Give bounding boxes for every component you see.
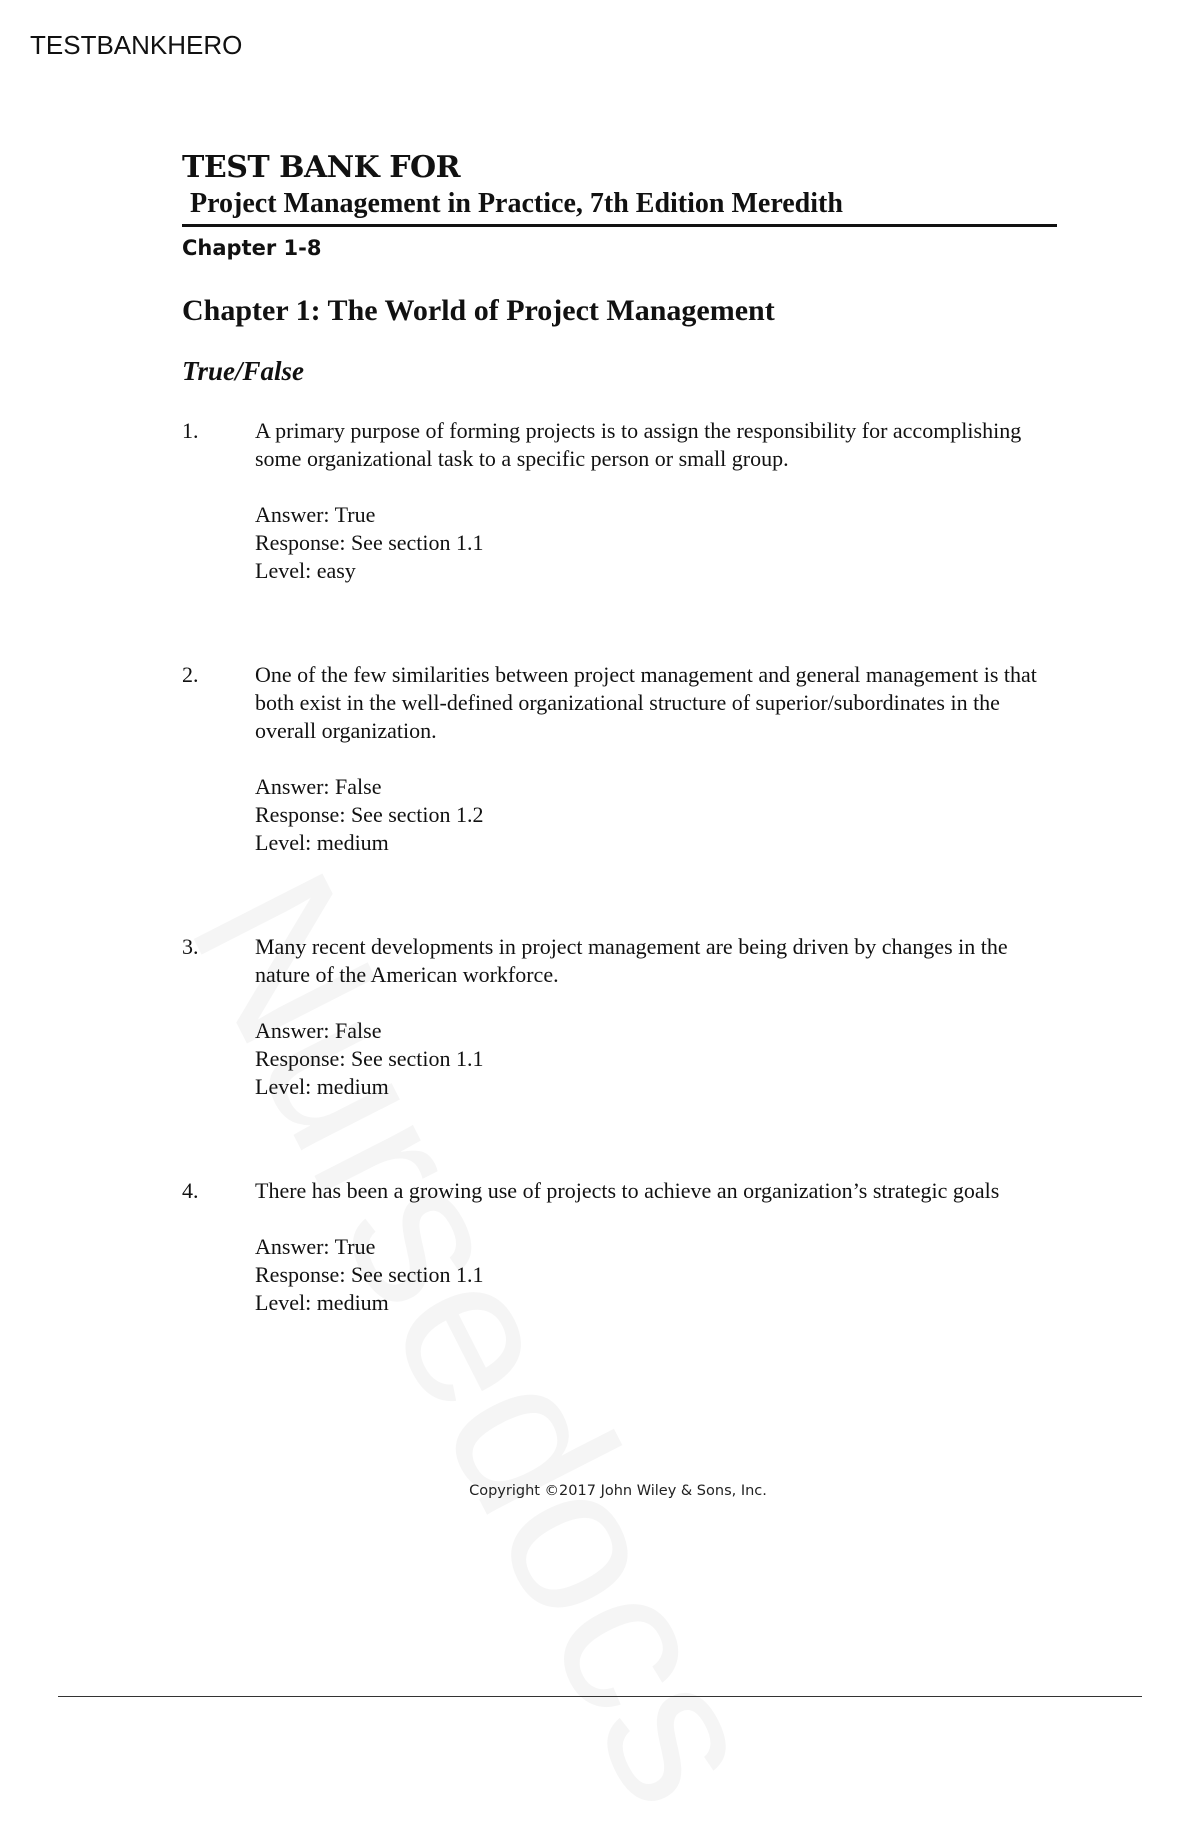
chapter-range: Chapter 1-8 [182,236,322,260]
answer-line: Answer: False [255,1018,382,1043]
question-meta [255,501,1057,585]
response-line: Response: See section 1.1 [255,1262,484,1287]
level-line: Level: medium [255,1290,389,1315]
answer-line: Answer: True [255,1234,376,1259]
question-text: A primary purpose of forming projects is to assign the responsibility for accomplishing some organizational task to a specific person or small group. [255,418,1022,471]
question-item [182,933,1057,1101]
response-line: Response: See section 1.2 [255,802,484,827]
answer-line: Answer: True [255,502,376,527]
document-page [182,150,1057,1317]
question-number: 3. [182,934,199,959]
brand-label: TESTBANKHERO [30,30,243,60]
level-line: Level: easy [255,558,356,583]
question-number: 2. [182,662,199,687]
question-meta [255,1017,1057,1101]
question-meta [255,1233,1057,1317]
question-text: One of the few similarities between project management and general management is that both exist in the well-defined organizational structure of superior/subordinates in the overall organization. [255,662,1037,743]
response-line: Response: See section 1.1 [255,1046,484,1071]
bottom-divider [58,1696,1142,1697]
level-line: Level: medium [255,830,389,855]
question-item [182,661,1057,857]
section-heading: True/False [182,356,305,386]
question-body [255,417,1057,585]
answer-line: Answer: False [255,774,382,799]
question-item [182,417,1057,585]
question-item [182,1177,1057,1317]
book-title: Project Management in Practice, 7th Edition Meredith [182,186,1057,227]
chapter-heading: Chapter 1: The World of Project Management [182,294,775,327]
question-text: There has been a growing use of projects to achieve an organization’s strategic goals [255,1178,1000,1203]
question-body [255,661,1057,857]
question-text: Many recent developments in project management are being driven by changes in the nature of the American workforce. [255,934,1008,987]
question-body [255,933,1057,1101]
response-line: Response: See section 1.1 [255,530,484,555]
test-bank-title: TEST BANK FOR [182,150,461,185]
question-number: 4. [182,1178,199,1203]
level-line: Level: medium [255,1074,389,1099]
question-body [255,1177,1057,1317]
copyright-footer: Copyright ©2017 John Wiley & Sons, Inc. [469,1483,767,1499]
question-meta [255,773,1057,857]
question-number: 1. [182,418,199,443]
